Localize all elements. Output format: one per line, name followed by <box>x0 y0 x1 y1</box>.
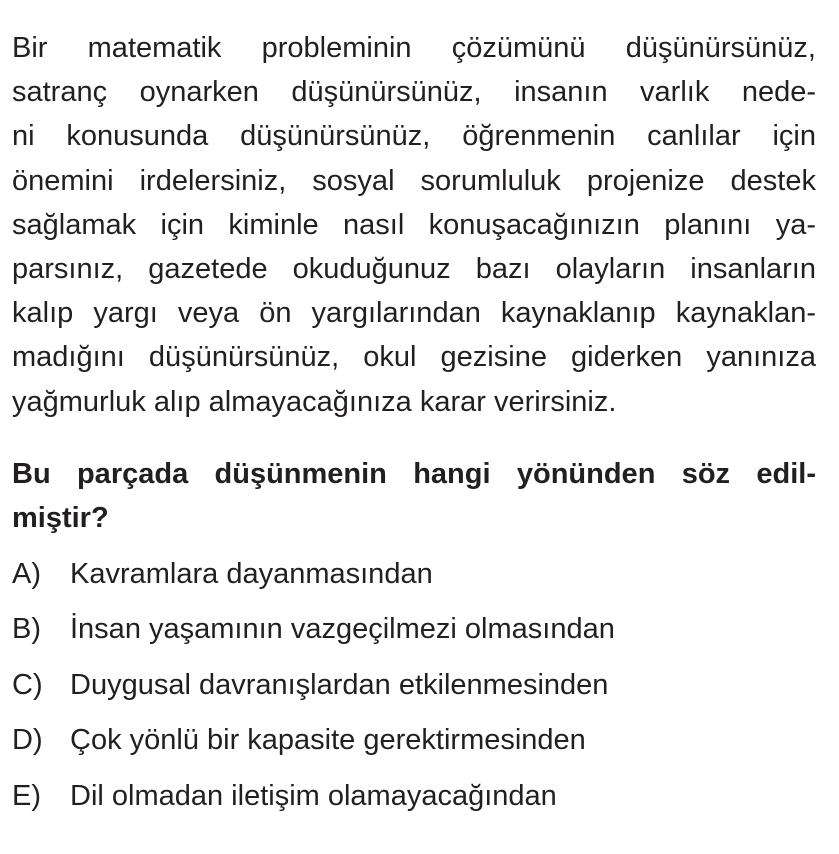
option-b[interactable] <box>12 607 816 663</box>
option-e[interactable] <box>12 774 816 830</box>
passage-line: ni konusunda düşünürsünüz, öğrenmenin canlılar için <box>12 120 816 153</box>
option-letter: C) <box>12 668 43 701</box>
passage-line: satranç oynarken düşünürsünüz, insanın varlık nede- <box>12 76 816 109</box>
option-d[interactable] <box>12 718 816 774</box>
passage-line: sağlamak için kiminle nasıl konuşacağınızın planını ya- <box>12 208 816 241</box>
option-letter: D) <box>12 724 43 757</box>
passage-line: kalıp yargı veya ön yargılarından kaynaklanıp kaynaklan- <box>12 297 816 330</box>
question-stem <box>12 452 816 540</box>
option-c[interactable] <box>12 663 816 719</box>
passage-text <box>12 26 816 424</box>
option-text: İnsan yaşamının vazgeçilmezi olmasından <box>70 613 615 646</box>
option-text: Çok yönlü bir kapasite gerektirmesinden <box>70 724 586 757</box>
passage-line: parsınız, gazetede okuduğunuz bazı olayların insanların <box>12 252 816 285</box>
passage-line: Bir matematik probleminin çözümünü düşünürsünüz, <box>12 32 816 64</box>
question-line: miştir? <box>12 501 109 534</box>
option-letter: B) <box>12 613 41 646</box>
option-letter: A) <box>12 557 41 590</box>
passage-line: önemini irdelersiniz, sosyal sorumluluk projenize destek <box>12 164 816 197</box>
question-card <box>12 26 816 830</box>
answer-options <box>12 552 816 830</box>
option-text: Dil olmadan iletişim olamayacağından <box>70 780 557 813</box>
question-line: Bu parçada düşünmenin hangi yönünden söz edil- <box>12 457 816 490</box>
passage-line: yağmurluk alıp almayacağınıza karar verirsiniz. <box>12 385 617 418</box>
option-letter: E) <box>12 780 41 813</box>
passage-line: madığını düşünürsünüz, okul gezisine giderken yanınıza <box>12 341 816 374</box>
option-a[interactable] <box>12 552 816 608</box>
option-text: Duygusal davranışlardan etkilenmesinden <box>70 668 609 701</box>
option-text: Kavramlara dayanmasından <box>70 557 433 590</box>
